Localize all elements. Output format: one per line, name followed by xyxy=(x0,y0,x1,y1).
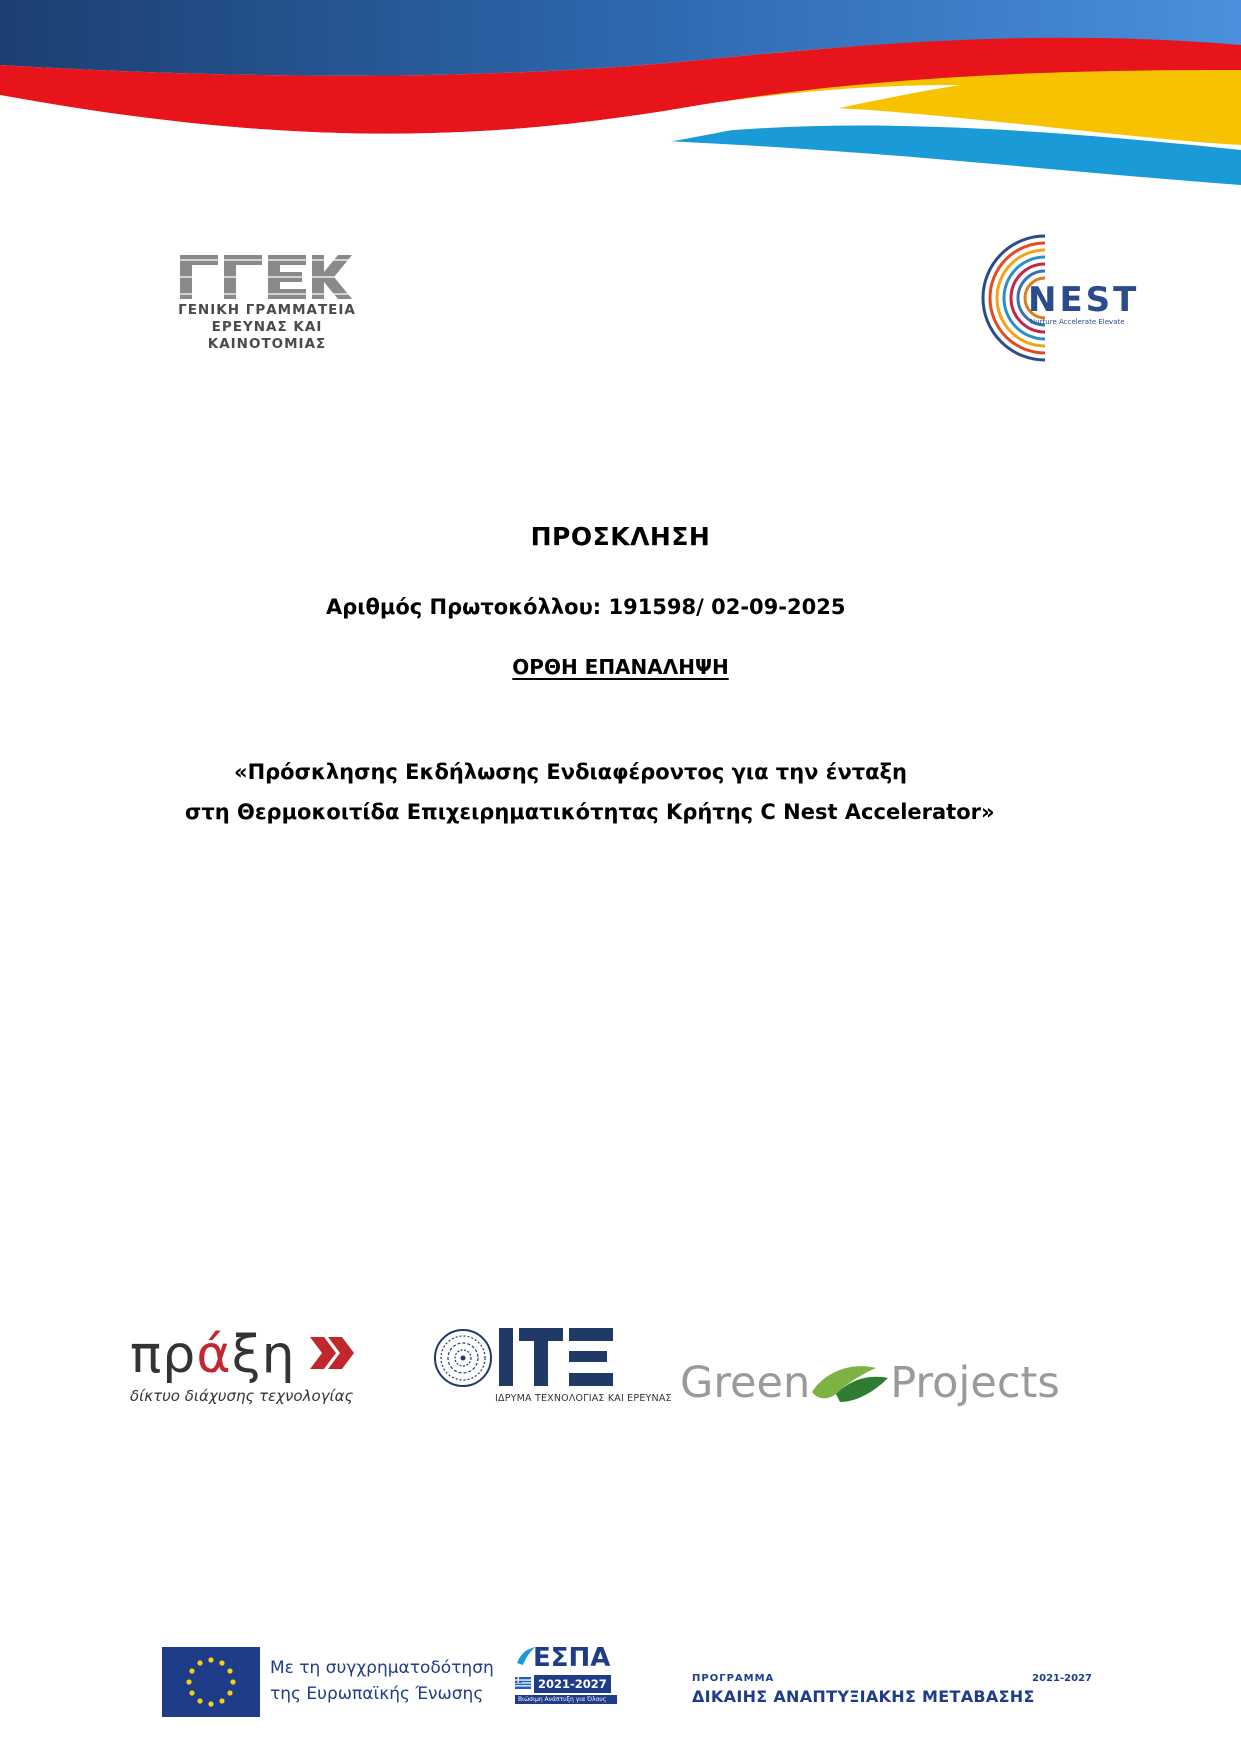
ggek-line-1: ΓΕΝΙΚΗ ΓΡΑΜΜΑΤΕΙΑ xyxy=(178,302,356,318)
subject-line-1: «Πρόσκλησης Εκδήλωσης Ενδιαφέροντος για την ένταξη xyxy=(234,760,907,784)
espa-title: ΕΣΠΑ xyxy=(533,1643,611,1673)
ite-caption: ΙΔΡΥΜΑ ΤΕΧΝΟΛΟΓΙΑΣ ΚΑΙ ΕΡΕΥΝΑΣ xyxy=(495,1393,672,1404)
green-projects-logo xyxy=(680,1348,1060,1418)
eu-flag-icon xyxy=(162,1647,260,1717)
espa-logo xyxy=(515,1643,617,1723)
praxi-wordmark: πράξη xyxy=(130,1325,296,1385)
ggek-logo xyxy=(152,252,392,352)
program-years: 2021-2027 xyxy=(1032,1673,1092,1684)
header-wave-band xyxy=(0,0,1241,200)
praxi-tagline: δίκτυο διάχυσης τεχνολογίας xyxy=(130,1387,354,1405)
ggek-mark-icon xyxy=(152,252,352,302)
subject-line-2: στη Θερμοκοιτίδα Επιχειρηματικότητας Κρήτης C Nest Accelerator» xyxy=(185,800,995,824)
eu-cofunding-text xyxy=(270,1655,494,1707)
nest-logo xyxy=(970,228,1170,368)
program-name: ΔΙΚΑΙΗΣ ΑΝΑΠΤΥΞΙΑΚΗΣ ΜΕΤΑΒΑΣΗΣ xyxy=(692,1687,1035,1706)
espa-swoosh-icon xyxy=(515,1645,537,1667)
eu-line-1: Με τη συγχρηματοδότηση xyxy=(270,1658,494,1678)
nest-tagline: Nurture Accelerate Elevate xyxy=(1030,318,1125,326)
praxi-logo xyxy=(130,1325,380,1415)
espa-slogan: Βιώσιμη Ανάπτυξη για Όλους xyxy=(515,1695,617,1704)
praxi-arrows-icon xyxy=(308,1335,356,1371)
green-word: Green xyxy=(680,1358,811,1408)
page-title: ΠΡΟΣΚΛΗΣΗ xyxy=(530,522,711,551)
funding-strip xyxy=(152,1625,1097,1720)
ggek-line-2: ΕΡΕΥΝΑΣ ΚΑΙ ΚΑΙΝΟΤΟΜΙΑΣ xyxy=(207,319,327,352)
nest-name: NEST xyxy=(1028,280,1140,320)
correction-notice: ΟΡΘΗ ΕΠΑΝΑΛΗΨΗ xyxy=(512,655,729,679)
leaf-icon xyxy=(806,1350,894,1410)
eu-line-2: της Ευρωπαϊκής Ένωσης xyxy=(270,1684,484,1704)
espa-years: 2021-2027 xyxy=(534,1675,611,1693)
greek-flag-icon xyxy=(515,1677,531,1689)
program-label: ΠΡΟΓΡΑΜΜΑ xyxy=(692,1673,775,1684)
nest-rings-icon xyxy=(970,228,1170,368)
program-label-block xyxy=(692,1673,1092,1706)
ite-logo xyxy=(433,1320,672,1410)
projects-word: Projects xyxy=(890,1358,1060,1408)
protocol-number: Αριθμός Πρωτοκόλλου: 191598/ 02-09-2025 xyxy=(326,595,846,619)
